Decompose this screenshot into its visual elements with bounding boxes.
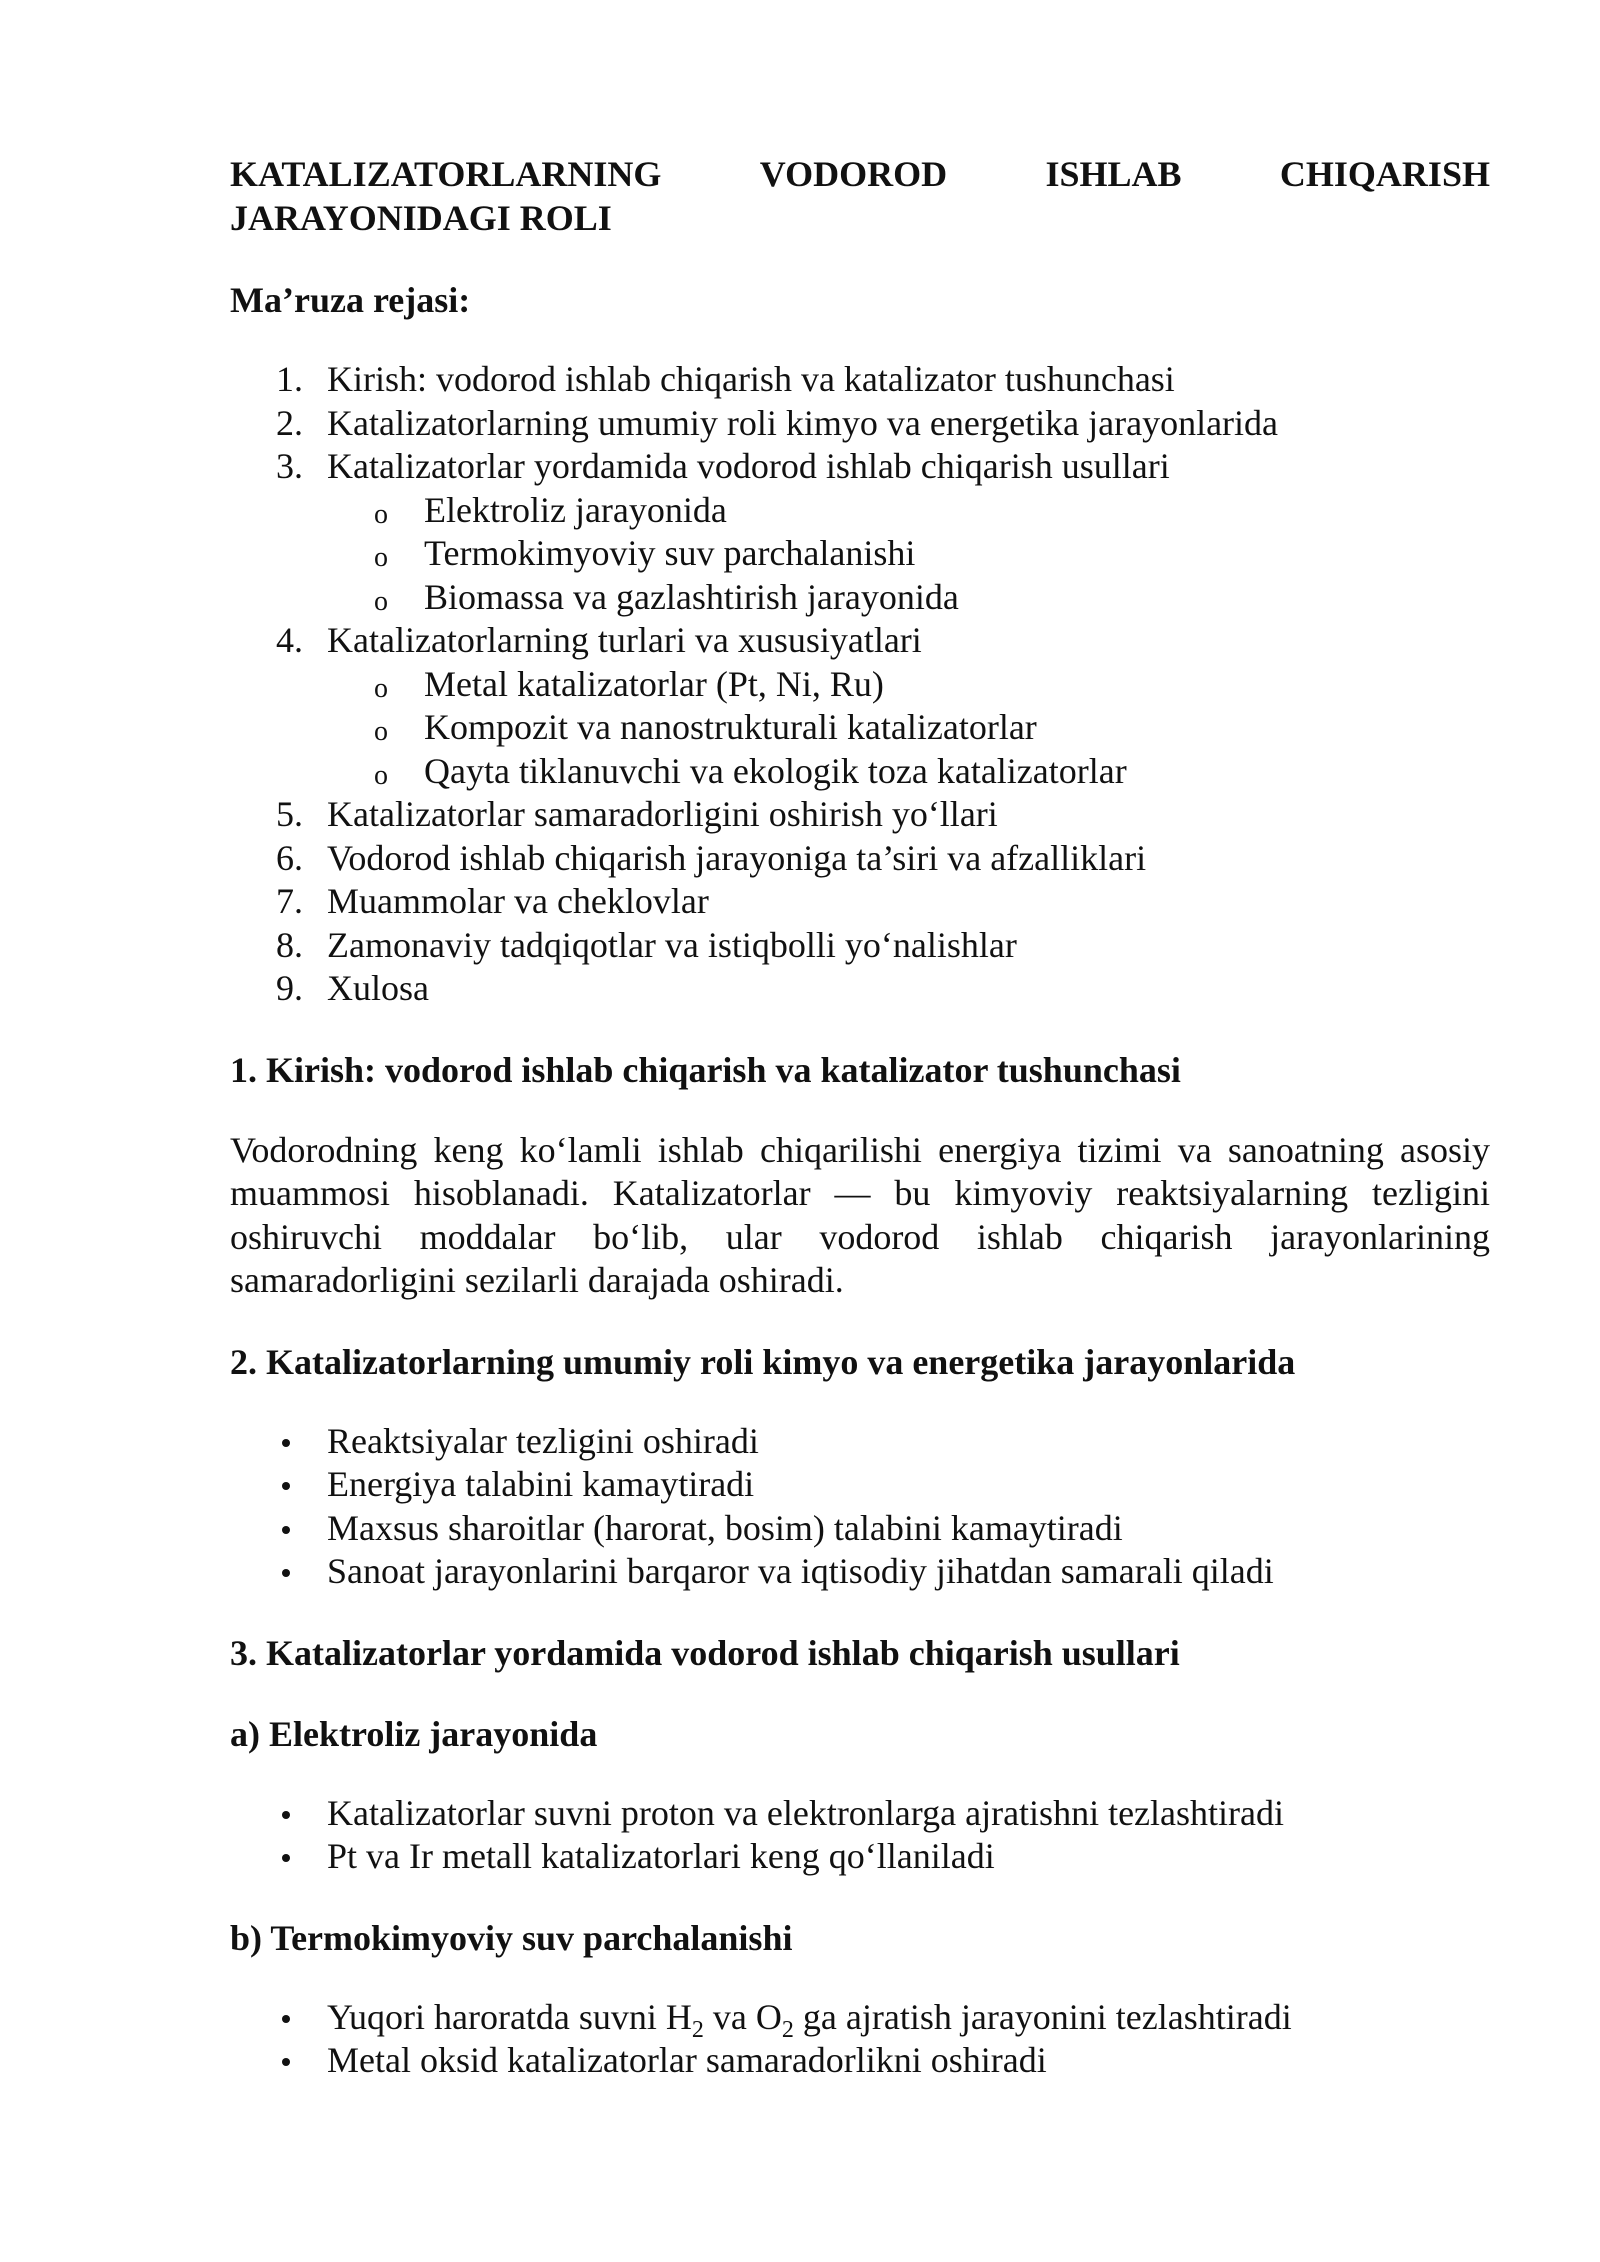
plan-item-number: 7. <box>276 881 303 921</box>
plan-subitem-text: Termokimyoviy suv parchalanishi <box>424 533 916 573</box>
bullet-text: Metal oksid katalizatorlar samaradorlikni oshiradi <box>327 2040 1047 2080</box>
plan-item-number: 1. <box>276 359 303 399</box>
plan-item-number: 4. <box>276 620 303 660</box>
circle-bullet-icon: o <box>374 759 388 791</box>
plan-subitem <box>230 489 1490 533</box>
bullet-icon <box>282 1482 290 1490</box>
plan-item <box>230 358 1490 402</box>
plan-item <box>230 793 1490 837</box>
title-word: CHIQARISH <box>1279 154 1490 194</box>
section-3b-heading: b) Termokimyoviy suv parchalanishi <box>230 1917 793 1958</box>
section-3a-bullets <box>230 1792 1490 1879</box>
title-word: VODOROD <box>759 154 948 194</box>
bullet-icon <box>282 2058 290 2066</box>
circle-bullet-icon: o <box>374 542 388 573</box>
plan-item-text: Xulosa <box>327 968 429 1008</box>
bullet-icon <box>282 1526 290 1534</box>
plan-sublist <box>230 663 1490 794</box>
plan-item-text: Muammolar va cheklovlar <box>327 881 709 921</box>
plan-item <box>230 445 1490 619</box>
plan-item <box>230 619 1490 793</box>
plan-subitem-text: Kompozit va nanostrukturali katalizatorlar <box>424 707 1037 747</box>
circle-bullet-icon: o <box>374 716 388 747</box>
bullet-icon <box>282 1854 290 1862</box>
circle-bullet-icon: o <box>374 498 388 530</box>
bullet-text: Yuqori haroratda suvni $H_2$ va $O_2$ ga ajratish jarayonini tezlashtiradi <box>327 1996 1292 2043</box>
bullet-item <box>230 1792 1490 1836</box>
plan-item <box>230 924 1490 968</box>
circle-bullet-icon: o <box>374 672 388 704</box>
plan-item-number: 3. <box>276 446 303 486</box>
plan-subitem-text: Elektroliz jarayonida <box>424 489 727 530</box>
plan-subitem <box>230 750 1490 794</box>
bullet-text: Maxsus sharoitlar (harorat, bosim) talabini kamaytiradi <box>327 1507 1123 1548</box>
bullet-icon <box>282 1569 290 1577</box>
bullet-item <box>230 1420 1490 1464</box>
title-word: KATALIZATORLARNING <box>230 154 662 194</box>
section-3-heading: 3. Katalizatorlar yordamida vodorod ishlab chiqarish usullari <box>230 1632 1180 1673</box>
plan-item-text: Katalizatorlar yordamida vodorod ishlab chiqarish usullari <box>327 446 1170 486</box>
plan-subitem <box>230 663 1490 707</box>
bullet-item <box>230 1996 1490 2043</box>
plan-item-text: Katalizatorlarning umumiy roli kimyo va energetika jarayonlarida <box>327 402 1279 443</box>
title-word: ISHLAB <box>1045 154 1182 194</box>
plan-list <box>230 358 1490 1011</box>
plan-item-number: 9. <box>276 968 303 1008</box>
bullet-icon <box>282 2015 290 2023</box>
plan-item-number: 5. <box>276 794 303 834</box>
document-title <box>230 152 1490 240</box>
plan-item-text: Zamonaviy tadqiqotlar va istiqbolli yo‘nalishlar <box>327 924 1017 965</box>
plan-subitem <box>230 706 1490 750</box>
plan-subitem <box>230 532 1490 576</box>
plan-item <box>230 967 1490 1011</box>
bullet-item <box>230 1550 1490 1594</box>
plan-sublist <box>230 489 1490 620</box>
bullet-item <box>230 2039 1490 2083</box>
bullet-icon <box>282 1811 290 1819</box>
title-line-1 <box>230 152 1490 196</box>
plan-item-text: Katalizatorlarning turlari va xususiyatlari <box>327 620 922 660</box>
circle-bullet-icon: o <box>374 585 388 617</box>
bullet-icon <box>282 1439 290 1447</box>
section-3a-heading: a) Elektroliz jarayonida <box>230 1713 598 1754</box>
plan-item-number: 6. <box>276 837 303 878</box>
section-2-heading: 2. Katalizatorlarning umumiy roli kimyo va energetika jarayonlarida <box>230 1341 1296 1382</box>
plan-item <box>230 880 1490 924</box>
plan-item-text: Katalizatorlar samaradorligini oshirish yo‘llari <box>327 794 998 834</box>
bullet-item <box>230 1507 1490 1551</box>
section-1-paragraph: Vodorodning keng ko‘lamli ishlab chiqarilishi energiya tizimi va sanoatning asosiy muammosi hisoblanadi. Katalizatorlar — bu kimyoviy reaktsiyalarning tezligini oshiruvchi moddalar bo‘lib, ular vodorod ishlab chiqarish jarayonlarining samaradorligini sezilarli darajada oshiradi. <box>230 1129 1490 1300</box>
bullet-text: Energiya talabini kamaytiradi <box>327 1464 755 1504</box>
plan-item-number: 2. <box>276 402 303 443</box>
title-line-2: JARAYONIDAGI ROLI <box>230 198 612 238</box>
section-1-heading: 1. Kirish: vodorod ishlab chiqarish va katalizator tushunchasi <box>230 1049 1181 1090</box>
plan-subitem-text: Metal katalizatorlar (Pt, Ni, Ru) <box>424 663 884 704</box>
bullet-text: Katalizatorlar suvni proton va elektronlarga ajratishni tezlashtiradi <box>327 1792 1284 1833</box>
bullet-item <box>230 1463 1490 1507</box>
plan-item-text: Vodorod ishlab chiqarish jarayoniga ta’siri va afzalliklari <box>327 837 1147 878</box>
section-3b-bullets <box>230 1996 1490 2083</box>
plan-item <box>230 402 1490 446</box>
bullet-text: Pt va Ir metall katalizatorlari keng qo‘llaniladi <box>327 1836 995 1876</box>
plan-subitem-text: Biomassa va gazlashtirish jarayonida <box>424 576 959 617</box>
bullet-text: Sanoat jarayonlarini barqaror va iqtisodiy jihatdan samarali qiladi <box>327 1551 1274 1591</box>
plan-item <box>230 837 1490 881</box>
bullet-text: Reaktsiyalar tezligini oshiradi <box>327 1420 759 1461</box>
plan-subitem <box>230 576 1490 620</box>
document-page <box>230 152 1490 2083</box>
plan-heading: Ma’ruza rejasi: <box>230 280 471 320</box>
plan-subitem-text: Qayta tiklanuvchi va ekologik toza katalizatorlar <box>424 750 1127 791</box>
bullet-item <box>230 1835 1490 1879</box>
plan-item-text: Kirish: vodorod ishlab chiqarish va katalizator tushunchasi <box>327 359 1175 399</box>
section-2-bullets <box>230 1420 1490 1594</box>
plan-item-number: 8. <box>276 924 303 965</box>
